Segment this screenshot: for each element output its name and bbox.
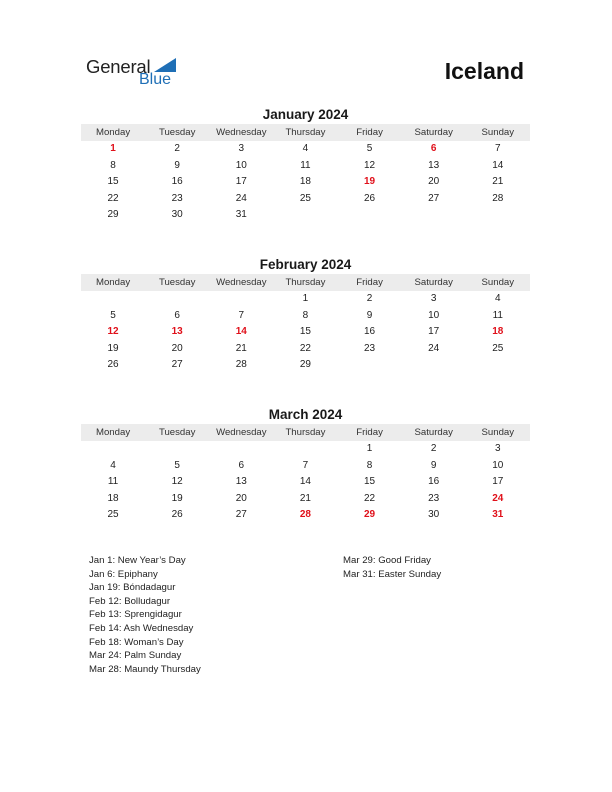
day-cell: 11 xyxy=(300,159,311,171)
day-cell xyxy=(273,441,337,458)
day-cell: 16 xyxy=(428,476,440,488)
month-block xyxy=(81,106,530,224)
day-cell xyxy=(145,441,209,458)
day-cell xyxy=(209,291,273,308)
day-cell: 25 xyxy=(107,509,119,521)
holiday-item: Feb 12: Bolludagur xyxy=(89,595,171,607)
day-cell: 26 xyxy=(107,359,119,371)
day-cell: 13 xyxy=(235,476,247,488)
month-title: January 2024 xyxy=(262,107,349,122)
day-cell: 5 xyxy=(366,143,373,154)
day-cell: 28 xyxy=(235,359,247,371)
day-cell: 12 xyxy=(364,159,376,171)
day-cell: 19 xyxy=(107,342,119,354)
week-row xyxy=(81,291,530,308)
week-row xyxy=(81,174,530,191)
holiday-item: Mar 28: Maundy Thursday xyxy=(89,663,201,675)
day-cell: 5 xyxy=(174,459,180,471)
day-cell: 7 xyxy=(238,309,245,321)
week-row xyxy=(81,341,530,358)
day-cell: 21 xyxy=(492,176,504,188)
day-cell: 20 xyxy=(428,176,440,188)
day-cell: 13 xyxy=(428,159,440,171)
day-cell: 14 xyxy=(492,159,504,171)
weekday-header-row xyxy=(81,124,530,141)
generalblue-logo xyxy=(86,54,186,94)
week-row xyxy=(81,158,530,175)
day-cell xyxy=(81,441,145,458)
day-cell: 11 xyxy=(107,476,119,488)
weekday-label: Friday xyxy=(356,427,383,438)
weekday-label: Wednesday xyxy=(216,277,267,288)
day-cell: 22 xyxy=(299,342,311,354)
weekday-label: Sunday xyxy=(481,277,515,288)
day-cell: 29 xyxy=(107,209,119,221)
weekday-label: Monday xyxy=(95,427,131,438)
weekday-label: Thursday xyxy=(285,427,326,438)
day-cell: 8 xyxy=(110,159,116,171)
weekday-header-row xyxy=(81,274,530,291)
weekday-label: Saturday xyxy=(414,427,453,438)
logo-triangle-icon xyxy=(154,58,176,72)
day-cell: 6 xyxy=(238,459,245,471)
day-cell: 15 xyxy=(299,326,311,338)
day-cell: 17 xyxy=(235,176,247,188)
week-row xyxy=(81,474,530,491)
day-cell xyxy=(338,207,402,224)
day-cell: 2 xyxy=(430,443,437,454)
day-cell xyxy=(338,357,402,374)
day-cell: 9 xyxy=(430,459,437,471)
day-cell: 14 xyxy=(299,476,311,488)
day-cell xyxy=(466,357,530,374)
day-cell: 18 xyxy=(107,492,119,504)
week-row xyxy=(81,308,530,325)
day-cell-holiday: 13 xyxy=(171,326,183,338)
day-cell: 23 xyxy=(364,342,376,354)
week-row xyxy=(81,324,530,341)
holiday-item: Mar 31: Easter Sunday xyxy=(343,568,442,580)
day-cell: 21 xyxy=(299,492,311,504)
week-row xyxy=(81,441,530,458)
weekday-header-row xyxy=(81,424,530,441)
day-cell: 5 xyxy=(110,309,116,321)
day-cell xyxy=(145,291,209,308)
day-cell: 25 xyxy=(299,192,311,204)
day-cell xyxy=(273,207,337,224)
day-cell: 30 xyxy=(428,509,440,521)
holiday-item: Feb 18: Woman’s Day xyxy=(89,636,184,648)
month-block xyxy=(81,406,530,524)
day-cell: 27 xyxy=(235,509,247,521)
day-cell: 10 xyxy=(492,459,504,471)
day-cell: 2 xyxy=(366,293,373,304)
day-cell: 4 xyxy=(110,459,116,471)
day-cell: 21 xyxy=(235,342,247,354)
day-cell: 8 xyxy=(366,459,373,471)
week-row xyxy=(81,491,530,508)
day-cell-holiday: 31 xyxy=(492,509,504,521)
day-cell: 15 xyxy=(107,176,119,188)
day-cell-holiday: 24 xyxy=(492,492,504,504)
day-cell: 9 xyxy=(174,159,180,171)
weekday-label: Thursday xyxy=(285,127,326,138)
day-cell: 27 xyxy=(171,359,183,371)
day-cell: 24 xyxy=(235,192,247,204)
day-cell: 9 xyxy=(366,309,373,321)
day-cell-holiday: 14 xyxy=(235,326,247,338)
weekday-label: Friday xyxy=(356,277,383,288)
holiday-item: Feb 14: Ash Wednesday xyxy=(89,622,194,634)
weekday-label: Wednesday xyxy=(216,427,267,438)
day-cell xyxy=(466,207,530,224)
day-cell: 26 xyxy=(364,192,376,204)
logo-general-text: General xyxy=(86,56,151,77)
day-cell: 24 xyxy=(428,342,440,354)
day-cell: 1 xyxy=(366,443,373,454)
weekday-label: Tuesday xyxy=(158,277,196,288)
day-cell: 7 xyxy=(495,143,501,154)
week-row xyxy=(81,207,530,224)
week-row xyxy=(81,507,530,524)
day-cell-holiday: 29 xyxy=(364,509,376,521)
day-cell: 22 xyxy=(364,492,376,504)
day-cell: 4 xyxy=(302,143,309,154)
weekday-label: Tuesday xyxy=(158,427,196,438)
day-cell: 29 xyxy=(299,359,311,371)
day-cell: 6 xyxy=(174,309,180,321)
month-title: March 2024 xyxy=(268,407,343,422)
holiday-item: Mar 29: Good Friday xyxy=(343,555,431,566)
day-cell xyxy=(81,291,145,308)
day-cell: 8 xyxy=(302,309,309,321)
weekday-label: Saturday xyxy=(414,127,453,138)
month-block xyxy=(81,256,530,374)
day-cell: 10 xyxy=(428,309,440,321)
day-cell: 3 xyxy=(430,293,437,304)
day-cell xyxy=(402,357,466,374)
weekday-label: Sunday xyxy=(481,127,515,138)
day-cell: 4 xyxy=(495,293,501,304)
day-cell: 23 xyxy=(428,492,440,504)
day-cell: 25 xyxy=(492,342,504,354)
day-cell: 30 xyxy=(171,209,183,221)
day-cell: 26 xyxy=(171,509,183,521)
day-cell: 16 xyxy=(171,176,183,188)
weekday-label: Friday xyxy=(356,127,383,138)
weekday-label: Monday xyxy=(95,277,131,288)
day-cell: 3 xyxy=(238,143,245,154)
weekday-label: Tuesday xyxy=(158,127,196,138)
holiday-item: Feb 13: Sprengidagur xyxy=(89,609,182,621)
day-cell-holiday: 28 xyxy=(299,509,311,521)
day-cell-holiday: 1 xyxy=(110,143,116,154)
day-cell: 20 xyxy=(171,342,183,354)
day-cell: 31 xyxy=(235,209,247,221)
day-cell: 7 xyxy=(302,459,309,471)
day-cell: 17 xyxy=(428,326,440,338)
weekday-label: Wednesday xyxy=(216,127,267,138)
day-cell-holiday: 6 xyxy=(430,143,437,154)
week-row xyxy=(81,458,530,475)
weekday-label: Sunday xyxy=(481,427,515,438)
day-cell: 23 xyxy=(171,192,183,204)
day-cell: 19 xyxy=(171,492,183,504)
country-title: Iceland xyxy=(444,58,524,84)
day-cell-holiday: 12 xyxy=(107,326,119,338)
day-cell: 17 xyxy=(492,476,504,488)
weekday-label: Thursday xyxy=(285,277,326,288)
holiday-list-right xyxy=(343,554,441,581)
day-cell: 18 xyxy=(299,176,311,188)
day-cell-holiday: 19 xyxy=(364,176,376,188)
day-cell: 10 xyxy=(235,159,247,171)
week-row xyxy=(81,357,530,374)
day-cell: 20 xyxy=(235,492,247,504)
day-cell-holiday: 18 xyxy=(492,326,504,338)
day-cell: 12 xyxy=(171,476,183,488)
day-cell: 22 xyxy=(107,192,119,204)
holiday-item: Jan 1: New Year’s Day xyxy=(89,555,186,566)
weekday-label: Monday xyxy=(95,127,131,138)
holiday-list-left xyxy=(89,554,201,676)
holiday-item: Jan 19: Bóndadagur xyxy=(89,582,176,594)
week-row xyxy=(81,191,530,208)
logo-blue-text: Blue xyxy=(139,71,172,88)
day-cell: 27 xyxy=(428,192,440,204)
day-cell xyxy=(209,441,273,458)
day-cell: 1 xyxy=(302,293,309,304)
day-cell: 3 xyxy=(495,443,501,454)
weekday-label: Saturday xyxy=(414,277,453,288)
day-cell: 28 xyxy=(492,192,504,204)
week-row xyxy=(81,141,530,158)
month-title: February 2024 xyxy=(259,257,352,272)
day-cell xyxy=(402,207,466,224)
day-cell: 16 xyxy=(364,326,376,338)
day-cell: 15 xyxy=(364,476,376,488)
day-cell: 11 xyxy=(492,309,503,321)
holiday-item: Jan 6: Epiphany xyxy=(89,568,158,580)
day-cell: 2 xyxy=(174,143,180,154)
holiday-item: Mar 24: Palm Sunday xyxy=(89,650,182,662)
